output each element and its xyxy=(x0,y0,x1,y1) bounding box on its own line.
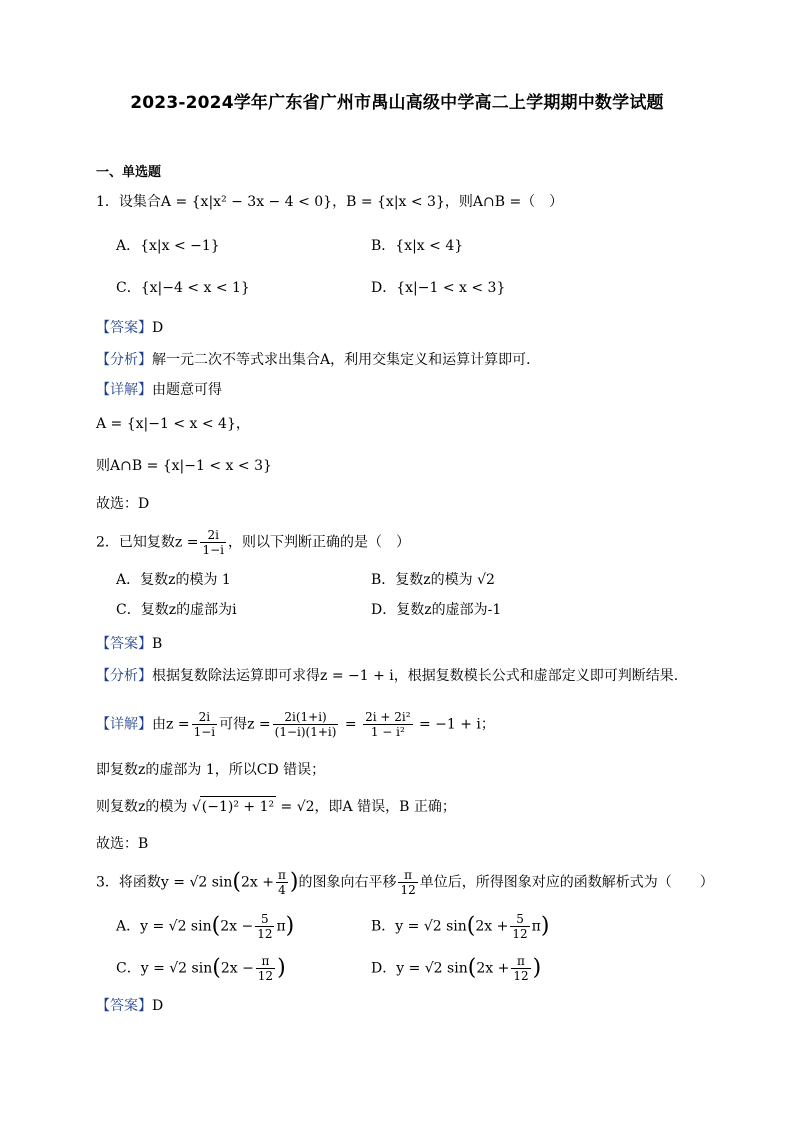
q2-analysis xyxy=(96,666,678,686)
q2-stem-suffix: ，则以下判断正确的是（ ） xyxy=(228,534,410,551)
q3-stem-pi-2: π xyxy=(398,868,417,883)
q3-option-c-prefix: C．y = √2 sin xyxy=(116,960,213,977)
q3-option-c-inner: 2x − xyxy=(220,960,254,977)
answer-tag: 【答案】 xyxy=(96,636,152,652)
q2-stem-den: 1−i xyxy=(202,543,224,557)
q2-detail-frac-1-num: 2i xyxy=(192,710,218,725)
q3-option-b-frac xyxy=(510,912,529,941)
q2-option-c: C．复数z的虚部为i xyxy=(116,602,237,618)
analysis-tag: 【分析】 xyxy=(96,352,152,368)
question-3-stem: 3．将函数y = √2 sin(2x + $\frac{\pi}{4}$ )的图象向右平移 $\frac{\pi}{12}$ 单位后，所得图象对应的函数解析式为（ ） xyxy=(96,868,714,897)
q1-option-a: A．{x|x < −1} xyxy=(116,238,220,254)
q2-detail-frac-1-den: 1−i xyxy=(193,725,216,739)
q2-line-2: 则复数z的模为 √(−1)² + 1² = √2，即A 错误，B 正确； xyxy=(96,796,456,817)
answer-tag: 【答案】 xyxy=(96,998,152,1014)
q2-detail-frac-2 xyxy=(273,710,339,739)
q2-answer-value: B xyxy=(152,636,163,652)
q1-detail-text: 由题意可得 xyxy=(152,382,222,398)
q3-option-b: B．y = √2 sin(2x + $\frac{5}{12}$ π) xyxy=(371,912,550,941)
q3-option-d: D．y = √2 sin(2x + $\frac{\pi}{12}$ ) xyxy=(371,954,542,983)
q1-line-1: A = {x|−1 < x < 4}， xyxy=(96,416,250,432)
page-title: 2023-2024学年广东省广州市禺山高级中学高二上学期期中数学试题 xyxy=(130,93,664,113)
analysis-tag: 【分析】 xyxy=(96,668,152,684)
q2-line-2-suffix: = √2，即A 错误，B 正确； xyxy=(280,799,456,815)
q2-line-1: 即复数z的虚部为 1，所以CD 错误； xyxy=(96,762,326,778)
q3-option-d-num: π xyxy=(511,954,530,969)
q3-option-a-num: 5 xyxy=(255,912,274,927)
q3-stem-inner: 2x + xyxy=(241,874,274,891)
question-2-stem xyxy=(96,528,410,557)
q2-detail-frac-3-den: 1 − i² xyxy=(370,725,405,739)
q2-detail-result: = −1 + i； xyxy=(418,716,495,733)
q2-line-2-prefix: 则复数z的模为 xyxy=(96,799,188,815)
q2-answer xyxy=(96,634,162,654)
q2-detail-frac-2-den: (1−i)(1+i) xyxy=(274,725,337,739)
q3-option-b-num: 5 xyxy=(510,912,529,927)
q3-stem-prefix: 3．将函数y = √2 sin xyxy=(96,874,233,891)
question-1-stem: 1．设集合A = {x|x² − 3x − 4 < 0}，B = {x|x < 3}，则A∩B =（ ） xyxy=(96,194,564,210)
q2-detail-frac-3-num: 2i + 2i² xyxy=(365,710,411,724)
detail-tag: 【详解】 xyxy=(96,382,152,398)
q1-option-d: D．{x|−1 < x < 3} xyxy=(371,280,506,296)
q1-answer-value: D xyxy=(152,320,164,336)
q3-answer xyxy=(96,996,163,1016)
q3-option-b-tail: π xyxy=(531,918,541,935)
q3-option-a-prefix: A．y = √2 sin xyxy=(116,918,212,935)
q1-analysis-text: 解一元二次不等式求出集合A，利用交集定义和运算计算即可． xyxy=(152,352,541,368)
q1-line-2: 则A∩B = {x|−1 < x < 3} xyxy=(96,458,272,474)
q2-option-a: A．复数z的模为 1 xyxy=(116,572,231,588)
q2-detail-frac-1 xyxy=(192,710,218,739)
q3-option-c-frac xyxy=(256,954,275,983)
q2-analysis-text: 根据复数除法运算即可求得z = −1 + i，根据复数模长公式和虚部定义即可判断结果. xyxy=(152,668,679,684)
q1-choice: 故选：D xyxy=(96,496,150,512)
q3-option-a-frac xyxy=(255,912,274,941)
q2-detail-frac-2-num: 2i(1+i) xyxy=(273,710,339,725)
q3-option-d-prefix: D．y = √2 sin xyxy=(371,960,468,977)
q2-option-b: B．复数z的模为 √2 xyxy=(371,572,495,588)
section-heading: 一、单选题 xyxy=(96,165,162,180)
q1-option-b: B．{x|x < 4} xyxy=(371,238,464,254)
q3-option-d-frac xyxy=(511,954,530,983)
q3-option-b-prefix: B．y = √2 sin xyxy=(371,918,467,935)
q3-option-a: A．y = √2 sin(2x − $\frac{5}{12}$ π) xyxy=(116,912,295,941)
q2-option-d: D．复数z的虚部为-1 xyxy=(371,602,502,618)
q3-stem-pi: π xyxy=(277,868,286,882)
q3-option-b-inner: 2x + xyxy=(475,918,509,935)
q1-detail xyxy=(96,380,222,400)
q3-option-c: C．y = √2 sin(2x − $\frac{\pi}{12}$ ) xyxy=(116,954,286,983)
q3-stem-frac-pi12 xyxy=(398,868,417,897)
answer-tag: 【答案】 xyxy=(96,320,152,336)
q2-detail: 【详解】由z = $\frac{2i}{1-i}$ 可得z = $\frac{2i(1+i)}{(1-i)(1+i)}$ = $\frac{\text{2i + 2i²}}{\text{1 − i²}}$ = −1 + i； xyxy=(96,710,495,739)
q1-analysis xyxy=(96,350,540,370)
q2-detail-frac-3 xyxy=(363,710,412,739)
q2-detail-mid: 可得z = xyxy=(219,716,271,733)
q3-stem-four: 4 xyxy=(278,883,286,897)
q2-detail-prefix: 由z = xyxy=(152,716,190,733)
q3-option-a-den: 12 xyxy=(257,927,273,941)
q3-option-d-den: 12 xyxy=(513,969,529,983)
q3-stem-mid: 的图象向右平移 xyxy=(298,874,397,891)
q3-answer-value: D xyxy=(152,998,164,1014)
q2-stem-fraction xyxy=(200,528,226,557)
q3-option-a-tail: π xyxy=(276,918,286,935)
detail-tag: 【详解】 xyxy=(96,716,152,733)
q1-option-c: C．{x|−4 < x < 1} xyxy=(116,280,250,296)
q3-option-a-inner: 2x − xyxy=(220,918,254,935)
q2-line-2-radicand: (−1)² + 1² xyxy=(200,796,276,817)
q3-option-c-den: 12 xyxy=(257,969,274,983)
q2-stem-prefix: 2．已知复数z = xyxy=(96,534,199,551)
q2-stem-num: 2i xyxy=(200,528,226,543)
q3-option-b-den: 12 xyxy=(512,927,528,941)
q3-option-d-inner: 2x + xyxy=(476,960,510,977)
q1-answer xyxy=(96,318,163,338)
q3-stem-suffix: 单位后，所得图象对应的函数解析式为（ ） xyxy=(419,874,714,891)
q3-stem-twelve: 12 xyxy=(400,883,416,897)
q2-choice: 故选：B xyxy=(96,836,149,852)
q3-option-c-num: π xyxy=(256,954,275,969)
q3-stem-frac-pi4 xyxy=(276,868,288,897)
